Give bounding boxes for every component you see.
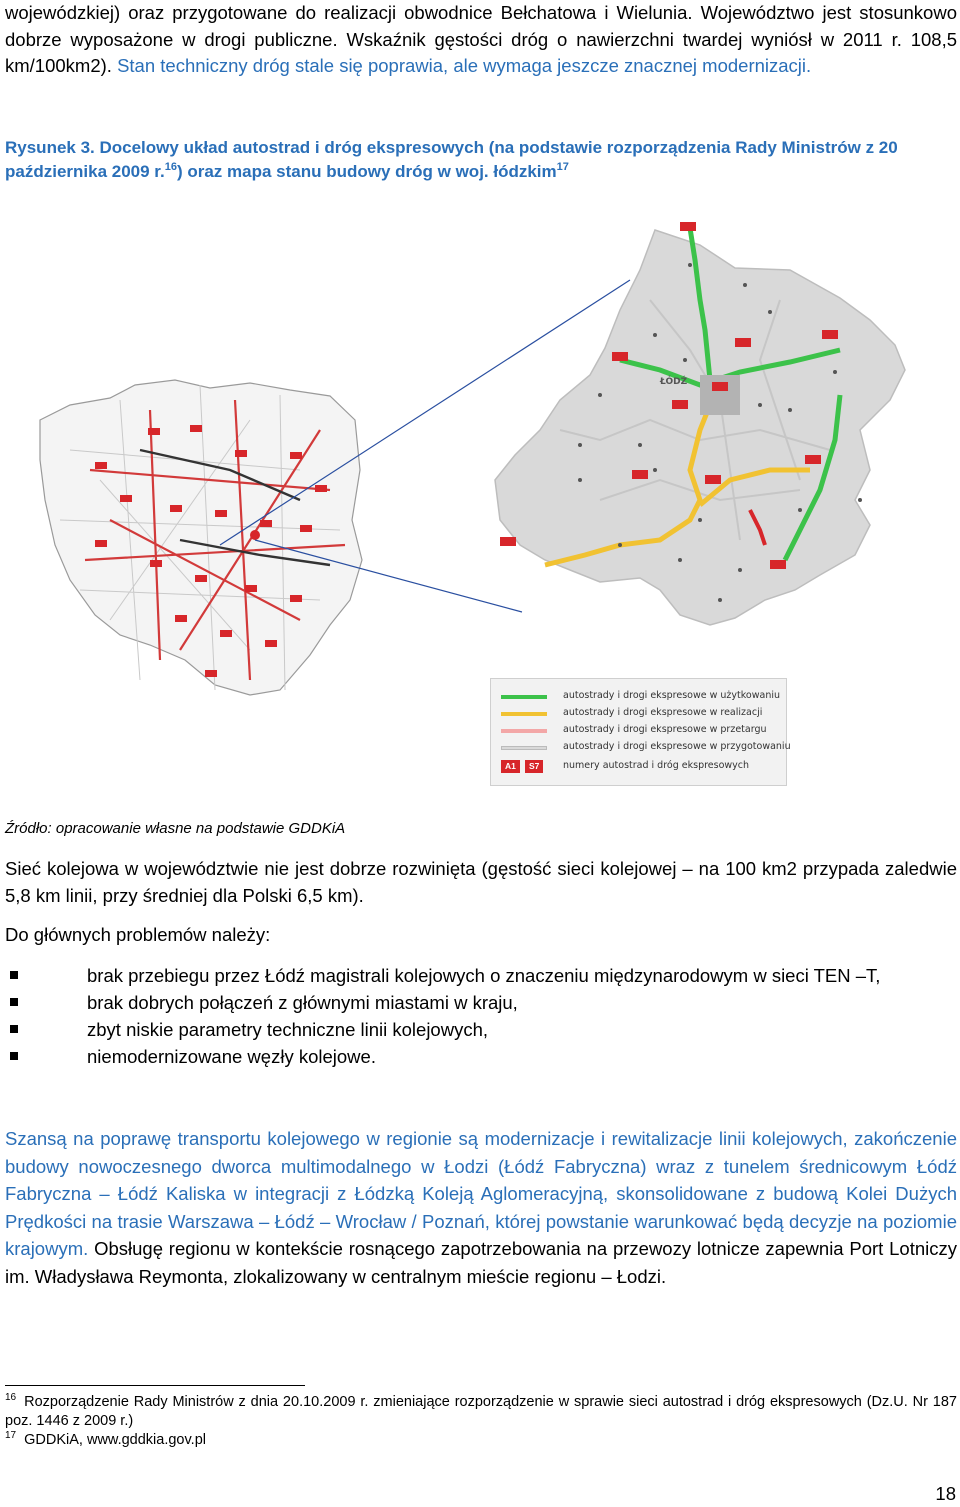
footnote-ref-17: 17 <box>556 161 569 173</box>
list-item <box>5 962 957 989</box>
legend-swatch-grey <box>501 746 547 750</box>
footnote-separator <box>5 1385 305 1386</box>
lodz-location-marker <box>250 530 260 540</box>
road-network-figure <box>0 198 960 808</box>
legend-swatch-green <box>501 695 547 699</box>
page-number: 18 <box>935 1483 956 1504</box>
legend-swatch-yellow <box>501 712 547 716</box>
list-item <box>5 1043 957 1070</box>
list-item-text: brak dobrych połączeń z głównymi miastami w kraju, <box>87 992 518 1013</box>
footnote-text: Rozporządzenie Rady Ministrów z dnia 20.10.2009 r. zmieniające rozporządzenie w sprawie sieci autostrad i dróg ekspresowych (Dz.U. Nr 187 poz. 1446 z 2009 r.) <box>5 1394 957 1429</box>
footnotes <box>5 1393 957 1450</box>
bullet-icon <box>10 1025 18 1033</box>
railway-paragraph: Sieć kolejowa w województwie nie jest dobrze rozwinięta (gęstość sieci kolejowej – na 100 km2 przypada zaledwie 5,8 km linii, przy średniej dla Polski 6,5 km). <box>5 858 957 906</box>
bullet-icon <box>10 1052 18 1060</box>
map-legend <box>490 678 791 786</box>
figure-source: Źródło: opracowanie własne na podstawie GDDKiA <box>5 820 346 837</box>
intro-lead-text: wojewódzkiej) oraz przygotowane do realizacji obwodnice Bełchatowa i Wielunia. Województwo jest stosunkowo dobrze wyposażone w drogi publiczne. Wskaźnik gęstości dróg o nawierzchni twardej wyniósł w 2011 r. 108,5 km/100km2). <box>5 2 957 76</box>
footnote-number: 16 <box>5 1392 17 1403</box>
legend-row-preparation <box>501 740 791 756</box>
poland-map <box>40 380 362 695</box>
legend-label: autostrady i drogi ekspresowe w użytkowaniu <box>563 690 780 701</box>
legend-badge-a1: A1 <box>501 760 520 773</box>
list-item-text: zbyt niskie parametry techniczne linii kolejowych, <box>87 1019 489 1040</box>
legend-row-road-numbers <box>501 759 781 775</box>
intro-paragraph <box>5 0 957 80</box>
footnote-text: GDDKiA, www.gddkia.gov.pl <box>24 1432 206 1448</box>
legend-row-tender <box>501 723 781 739</box>
problems-list <box>5 962 957 1070</box>
bullet-icon <box>10 998 18 1006</box>
figure-caption-mid: ) oraz mapa stanu budowy dróg w woj. łódzkim <box>176 162 557 181</box>
figure-caption-main: Rysunek 3. Docelowy układ autostrad i dróg ekspresowych (na podstawie rozporządzenia Rady Ministrów z 20 października 2009 r. <box>5 138 898 181</box>
legend-row-in-use <box>501 689 781 705</box>
legend-label: autostrady i drogi ekspresowe w realizacji <box>563 707 763 718</box>
footnote-ref-16: 16 <box>164 161 177 173</box>
lodzkie-region-map <box>495 222 905 625</box>
bullet-icon <box>10 971 18 979</box>
problems-intro: Do głównych problemów należy: <box>5 924 271 945</box>
figure-caption <box>5 136 957 184</box>
footnote-number: 17 <box>5 1430 17 1441</box>
footnote-17 <box>5 1431 957 1450</box>
legend-swatch-pink <box>501 729 547 733</box>
legend-label: autostrady i drogi ekspresowe w przygotowaniu <box>563 741 791 752</box>
legend-label: autostrady i drogi ekspresowe w przetargu <box>563 724 767 735</box>
legend-row-in-realization <box>501 706 781 722</box>
list-item <box>5 989 957 1016</box>
lodz-city-area <box>700 375 740 415</box>
opportunities-text: Szansą na poprawę transportu kolejowego w regionie są modernizacje i rewitalizacje linii kolejowych, zakończenie budowy nowoczesnego dworca multimodalnego w Łodzi (Łódź Fabryczna) wraz z tunelem średnicowym Łódź Fabryczna – Łódź Kaliska w integracji z Łódzką Koleją Aglomeracyjną, skonsolidowane z budową Kolei Dużych Prędkości na trasie Warszawa – Łódź – Wrocław / Poznań, której powstanie warunkować będą decyzje na poziomie krajowym. <box>5 1128 957 1259</box>
footnote-16 <box>5 1393 957 1431</box>
airport-text: Obsługę regionu w kontekście rosnącego zapotrzebowania na przewozy lotnicze zapewnia Port Lotniczy im. Władysława Reymonta, zlokalizowany w centralnym mieście regionu – Łodzi. <box>5 1238 958 1287</box>
list-item <box>5 1016 957 1043</box>
legend-badge-s7: S7 <box>525 760 543 773</box>
lodz-region-label: ŁÓDŹ <box>660 377 688 387</box>
list-item-text: brak przebiegu przez Łódź magistrali kolejowych o znaczeniu międzynarodowym w sieci TEN –T, <box>87 965 881 986</box>
list-item-text: niemodernizowane węzły kolejowe. <box>87 1046 376 1067</box>
legend-label: numery autostrad i dróg ekspresowych <box>563 760 750 771</box>
opportunities-paragraph <box>5 1125 957 1290</box>
intro-highlight-text: Stan techniczny dróg stale się poprawia, ale wymaga jeszcze znacznej modernizacji. <box>117 55 812 76</box>
